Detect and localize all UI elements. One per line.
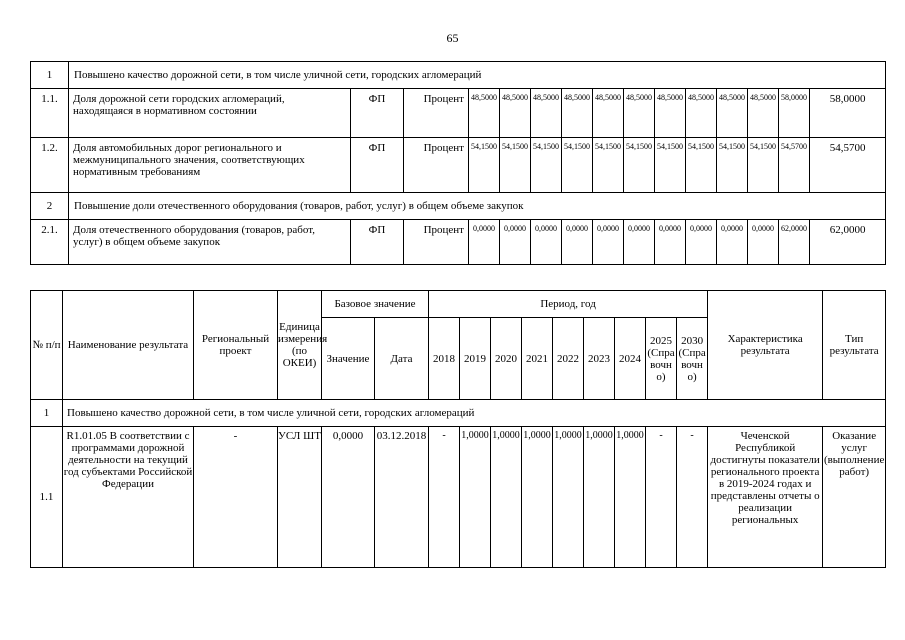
final-value: 58,0000 [810, 89, 886, 138]
indicator-name: Доля автомобильных дорог регионального и межмуниципального значения, соответствующих нормативным требованиям [69, 138, 351, 193]
section-title: Повышение доли отечественного оборудования (товаров, работ, услуг) в общем объеме закупок [69, 193, 886, 220]
value-cell: 54,1500 [593, 138, 624, 193]
value-cell: 0,0000 [469, 220, 500, 265]
final-value: 62,0000 [810, 220, 886, 265]
value-cell: 48,5000 [717, 89, 748, 138]
header-number: № п/п [31, 291, 63, 400]
header-base: Базовое значение [322, 291, 429, 318]
final-value: 54,5700 [810, 138, 886, 193]
header-unit: Единица измерения (по ОКЕИ) [278, 291, 322, 400]
value-cell: 54,1500 [562, 138, 593, 193]
row-number: 2.1. [31, 220, 69, 265]
value-cell: 48,5000 [655, 89, 686, 138]
result-year-value: 1,0000 [522, 427, 553, 568]
header-year: 2019 [460, 318, 491, 400]
value-cell: 48,5000 [593, 89, 624, 138]
value-cell: 48,5000 [748, 89, 779, 138]
value-cell: 48,5000 [531, 89, 562, 138]
value-cell: 54,1500 [500, 138, 531, 193]
header-period: Период, год [429, 291, 708, 318]
value-cell: 62,0000 [779, 220, 810, 265]
table-row [31, 427, 886, 568]
value-cell: 54,1500 [717, 138, 748, 193]
result-base-date: 03.12.2018 [375, 427, 429, 568]
header-type: Тип результата [823, 291, 886, 400]
value-cell: 0,0000 [624, 220, 655, 265]
header-year: 2024 [615, 318, 646, 400]
value-cell: 48,5000 [562, 89, 593, 138]
header-year: 2022 [553, 318, 584, 400]
indicators-table [30, 61, 886, 265]
result-year-value: 1,0000 [615, 427, 646, 568]
result-project: - [194, 427, 278, 568]
result-name: R1.01.05 В соответствии с программами дорожной деятельности на текущий год субъектами Российской Федерации [63, 427, 194, 568]
value-cell: 58,0000 [779, 89, 810, 138]
result-characteristic: Чеченской Республикой достигнуты показатели регионального проекта в 2019-2024 годах и представлены отчеты о реализации региональных [708, 427, 823, 568]
result-year-value: 1,0000 [460, 427, 491, 568]
value-cell: 0,0000 [686, 220, 717, 265]
result-unit: УСЛ ШТ [278, 427, 322, 568]
section-row [31, 62, 886, 89]
value-cell: 48,5000 [624, 89, 655, 138]
value-cell: 48,5000 [686, 89, 717, 138]
table-row [31, 220, 886, 265]
result-year-value: - [429, 427, 460, 568]
value-cell: 54,1500 [655, 138, 686, 193]
section-number: 1 [31, 400, 63, 427]
value-cell: 0,0000 [593, 220, 624, 265]
header-year: 2023 [584, 318, 615, 400]
section-row [31, 400, 886, 427]
indicator-name: Доля дорожной сети городских агломераций, находящаяся в нормативном состоянии [69, 89, 351, 138]
indicator-name: Доля отечественного оборудования (товаров, работ, услуг) в общем объеме закупок [69, 220, 351, 265]
result-type: Оказание услуг (выполнение работ) [823, 427, 886, 568]
value-cell: 54,1500 [686, 138, 717, 193]
header-year: 2020 [491, 318, 522, 400]
value-cell: 0,0000 [717, 220, 748, 265]
indicator-type: ФП [351, 138, 404, 193]
value-cell: 48,5000 [500, 89, 531, 138]
header-characteristic: Характеристика результата [708, 291, 823, 400]
result-year-value: 1,0000 [584, 427, 615, 568]
section-title: Повышено качество дорожной сети, в том числе уличной сети, городских агломераций [63, 400, 886, 427]
results-table [30, 290, 886, 568]
value-cell: 0,0000 [748, 220, 779, 265]
header-row [31, 291, 886, 318]
section-row [31, 193, 886, 220]
row-number: 1.1 [31, 427, 63, 568]
result-base-value: 0,0000 [322, 427, 375, 568]
row-number: 1.2. [31, 138, 69, 193]
value-cell: 0,0000 [500, 220, 531, 265]
indicator-unit: Процент [404, 220, 469, 265]
value-cell: 0,0000 [655, 220, 686, 265]
result-year-value: 1,0000 [553, 427, 584, 568]
result-year-value: - [677, 427, 708, 568]
value-cell: 54,5700 [779, 138, 810, 193]
row-number: 1.1. [31, 89, 69, 138]
value-cell: 54,1500 [469, 138, 500, 193]
section-title: Повышено качество дорожной сети, в том числе уличной сети, городских агломераций [69, 62, 886, 89]
indicator-unit: Процент [404, 89, 469, 138]
page-number: 65 [446, 31, 459, 45]
value-cell: 54,1500 [624, 138, 655, 193]
header-year: 2021 [522, 318, 553, 400]
section-number: 1 [31, 62, 69, 89]
value-cell: 48,5000 [469, 89, 500, 138]
header-year: 2025 (Справочно) [646, 318, 677, 400]
value-cell: 0,0000 [562, 220, 593, 265]
table-row [31, 89, 886, 138]
indicator-type: ФП [351, 220, 404, 265]
header-project: Региональный проект [194, 291, 278, 400]
header-name: Наименование результата [63, 291, 194, 400]
section-number: 2 [31, 193, 69, 220]
header-year: 2018 [429, 318, 460, 400]
value-cell: 0,0000 [531, 220, 562, 265]
value-cell: 54,1500 [748, 138, 779, 193]
indicator-type: ФП [351, 89, 404, 138]
header-base-date: Дата [375, 318, 429, 400]
result-year-value: 1,0000 [491, 427, 522, 568]
table-row [31, 138, 886, 193]
value-cell: 54,1500 [531, 138, 562, 193]
header-year: 2030 (Справочно) [677, 318, 708, 400]
indicator-unit: Процент [404, 138, 469, 193]
result-year-value: - [646, 427, 677, 568]
header-base-value: Значение [322, 318, 375, 400]
